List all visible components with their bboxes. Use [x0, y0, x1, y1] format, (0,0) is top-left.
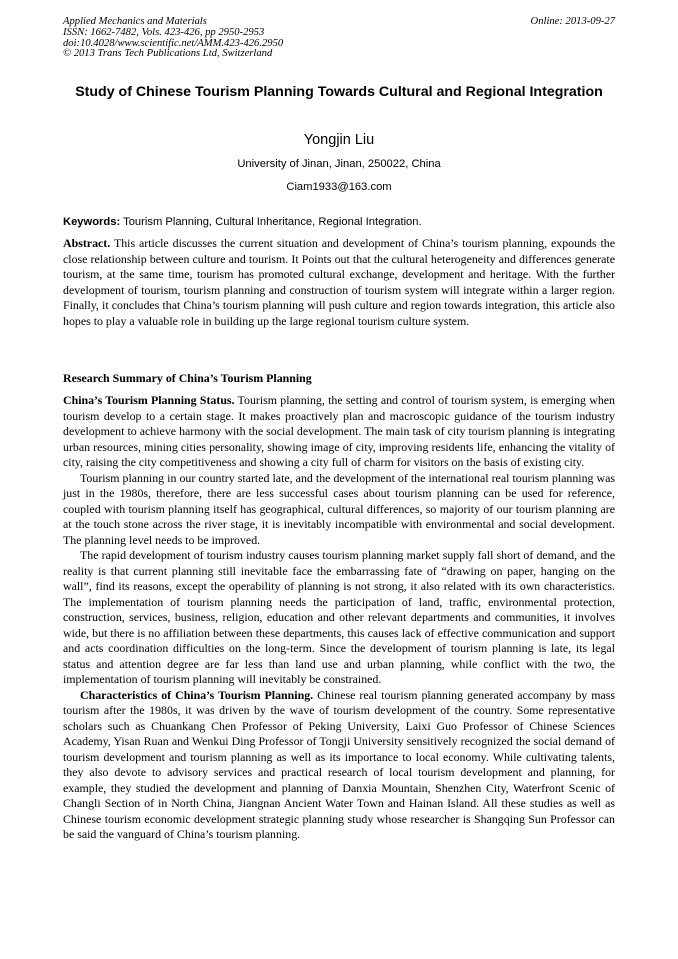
issn-line: ISSN: 1662-7482, Vols. 423-426, pp 2950-2953 — [63, 26, 265, 38]
section-body — [63, 393, 615, 843]
keywords-label: Keywords: — [63, 216, 121, 228]
journal-name: Applied Mechanics and Materials — [63, 16, 207, 27]
author-email[interactable]: Ciam1933@163.com — [286, 181, 392, 193]
copyright-line: © 2013 Trans Tech Publications Ltd, Switzerland — [63, 48, 273, 60]
section-heading: Research Summary of China’s Tourism Planning — [63, 371, 312, 385]
author-affiliation: University of Jinan, Jinan, 250022, China — [237, 158, 441, 170]
abstract — [63, 236, 615, 329]
paragraph-characteristics-label: Characteristics of China’s Tourism Planning. — [80, 687, 314, 702]
paragraph-characteristics — [63, 688, 615, 843]
online-date: Online: 2013-09-27 — [530, 16, 615, 27]
keywords — [63, 215, 615, 229]
keywords-text: Tourism Planning, Cultural Inheritance, Regional Integration. — [120, 216, 422, 228]
paragraph-status-label: China’s Tourism Planning Status. — [63, 393, 235, 407]
paper-title: Study of Chinese Tourism Planning Towards Cultural and Regional Integration — [75, 84, 603, 100]
abstract-text: This article discusses the current situation and development of China’s tourism planning, expounds the close relationship between culture and tourism. It Points out that the cultural heterogeneity and differences generate tourism, at the same time, tourism has promoted cultural exchange, development and heritage. With the further development of tourism, tourism planning and construction of tourism system will integrate within a larger region. Finally, it concludes that China’s tourism planning will push culture and region towards integration, this article also hopes to play a valuable role in building up the large regional tourism culture system. — [63, 236, 615, 328]
doi-link[interactable]: doi:10.4028/www.scientific.net/AMM.423-426.2950 — [63, 37, 284, 49]
paragraph-characteristics-text: Chinese real tourism planning generated accompany by mass tourism after the 1980s, it was driven by the wave of tourism development of the country. Some representative scholars such as Chuankang Chen Professor of Peking University, Laixi Guo Professor of Chinese Sciences Academy, Yisan Ruan and Wenkui Ding Professor of Tongji University sensitively recognized the social demand of tourism development and tourism planning as well as its importance to local economy. While cultivating talents, they also devote to advisory services and practical research of local tourism development and planning, for example, they studied the development and planning of Danxia Mountain, Shenzhen City, Waterfront Scenic of Changli Section of in North China, Jiangnan Ancient Water Town and Hainan Island. All these studies as well as Chinese tourism economic development strategic planning study whose researcher is Shangqing Sun Professor can be said the vanguard of China’s tourism planning. — [63, 687, 615, 841]
paragraph-development: The rapid development of tourism industry causes tourism planning market supply fall short of demand, and the reality is that current planning still inevitable face the embarrassing fate of “drawing on paper, hanging on the wall”, find its reasons, except the operability of planning is not strong, it also related with its own characteristics. The implementation of tourism planning needs the participation of land, traffic, environmental protection, construction, services, business, religion, education and other relevant departments and communities, it involves wide, but there is no affiliation between these departments, this causes lack of effective communication and support and acts coordination difficulties on the long-term. Since the development of tourism planning is late, its legal status and attention degree are far less than land use and urban planning, while conflict with the two, the implementation of tourism planning will inevitably be constrained. — [63, 548, 615, 686]
author-name: Yongjin Liu — [303, 132, 375, 148]
paragraph-history: Tourism planning in our country started late, and the development of the international real tourism planning was just in the 1980s, therefore, there are less successful cases about tourism planning can be used for reference, coupled with tourism planning itself has geographical, cultural differences, so majority of our tourism planning are at the touch stone across the river stage, it is inevitably incompatible with environmental and social development. The planning level needs to be improved. — [63, 470, 615, 547]
publication-header — [63, 17, 615, 60]
paragraph-status-text: Tourism planning, the setting and control of tourism system, is emerging when tourism develop to a certain stage. It makes proactively plan and macroscopic guidance of the tourism industry development to achieve harmony with the social development. The main task of city tourism planning is integrating urban resources, mining cities personality, showing image of city, improving residents life, enhancing the vitality of city, raising the city competitiveness and showing a city full of charm for visitors on the basis of existing city. — [63, 393, 615, 469]
abstract-label: Abstract. — [63, 236, 111, 250]
paragraph-status — [63, 393, 615, 471]
